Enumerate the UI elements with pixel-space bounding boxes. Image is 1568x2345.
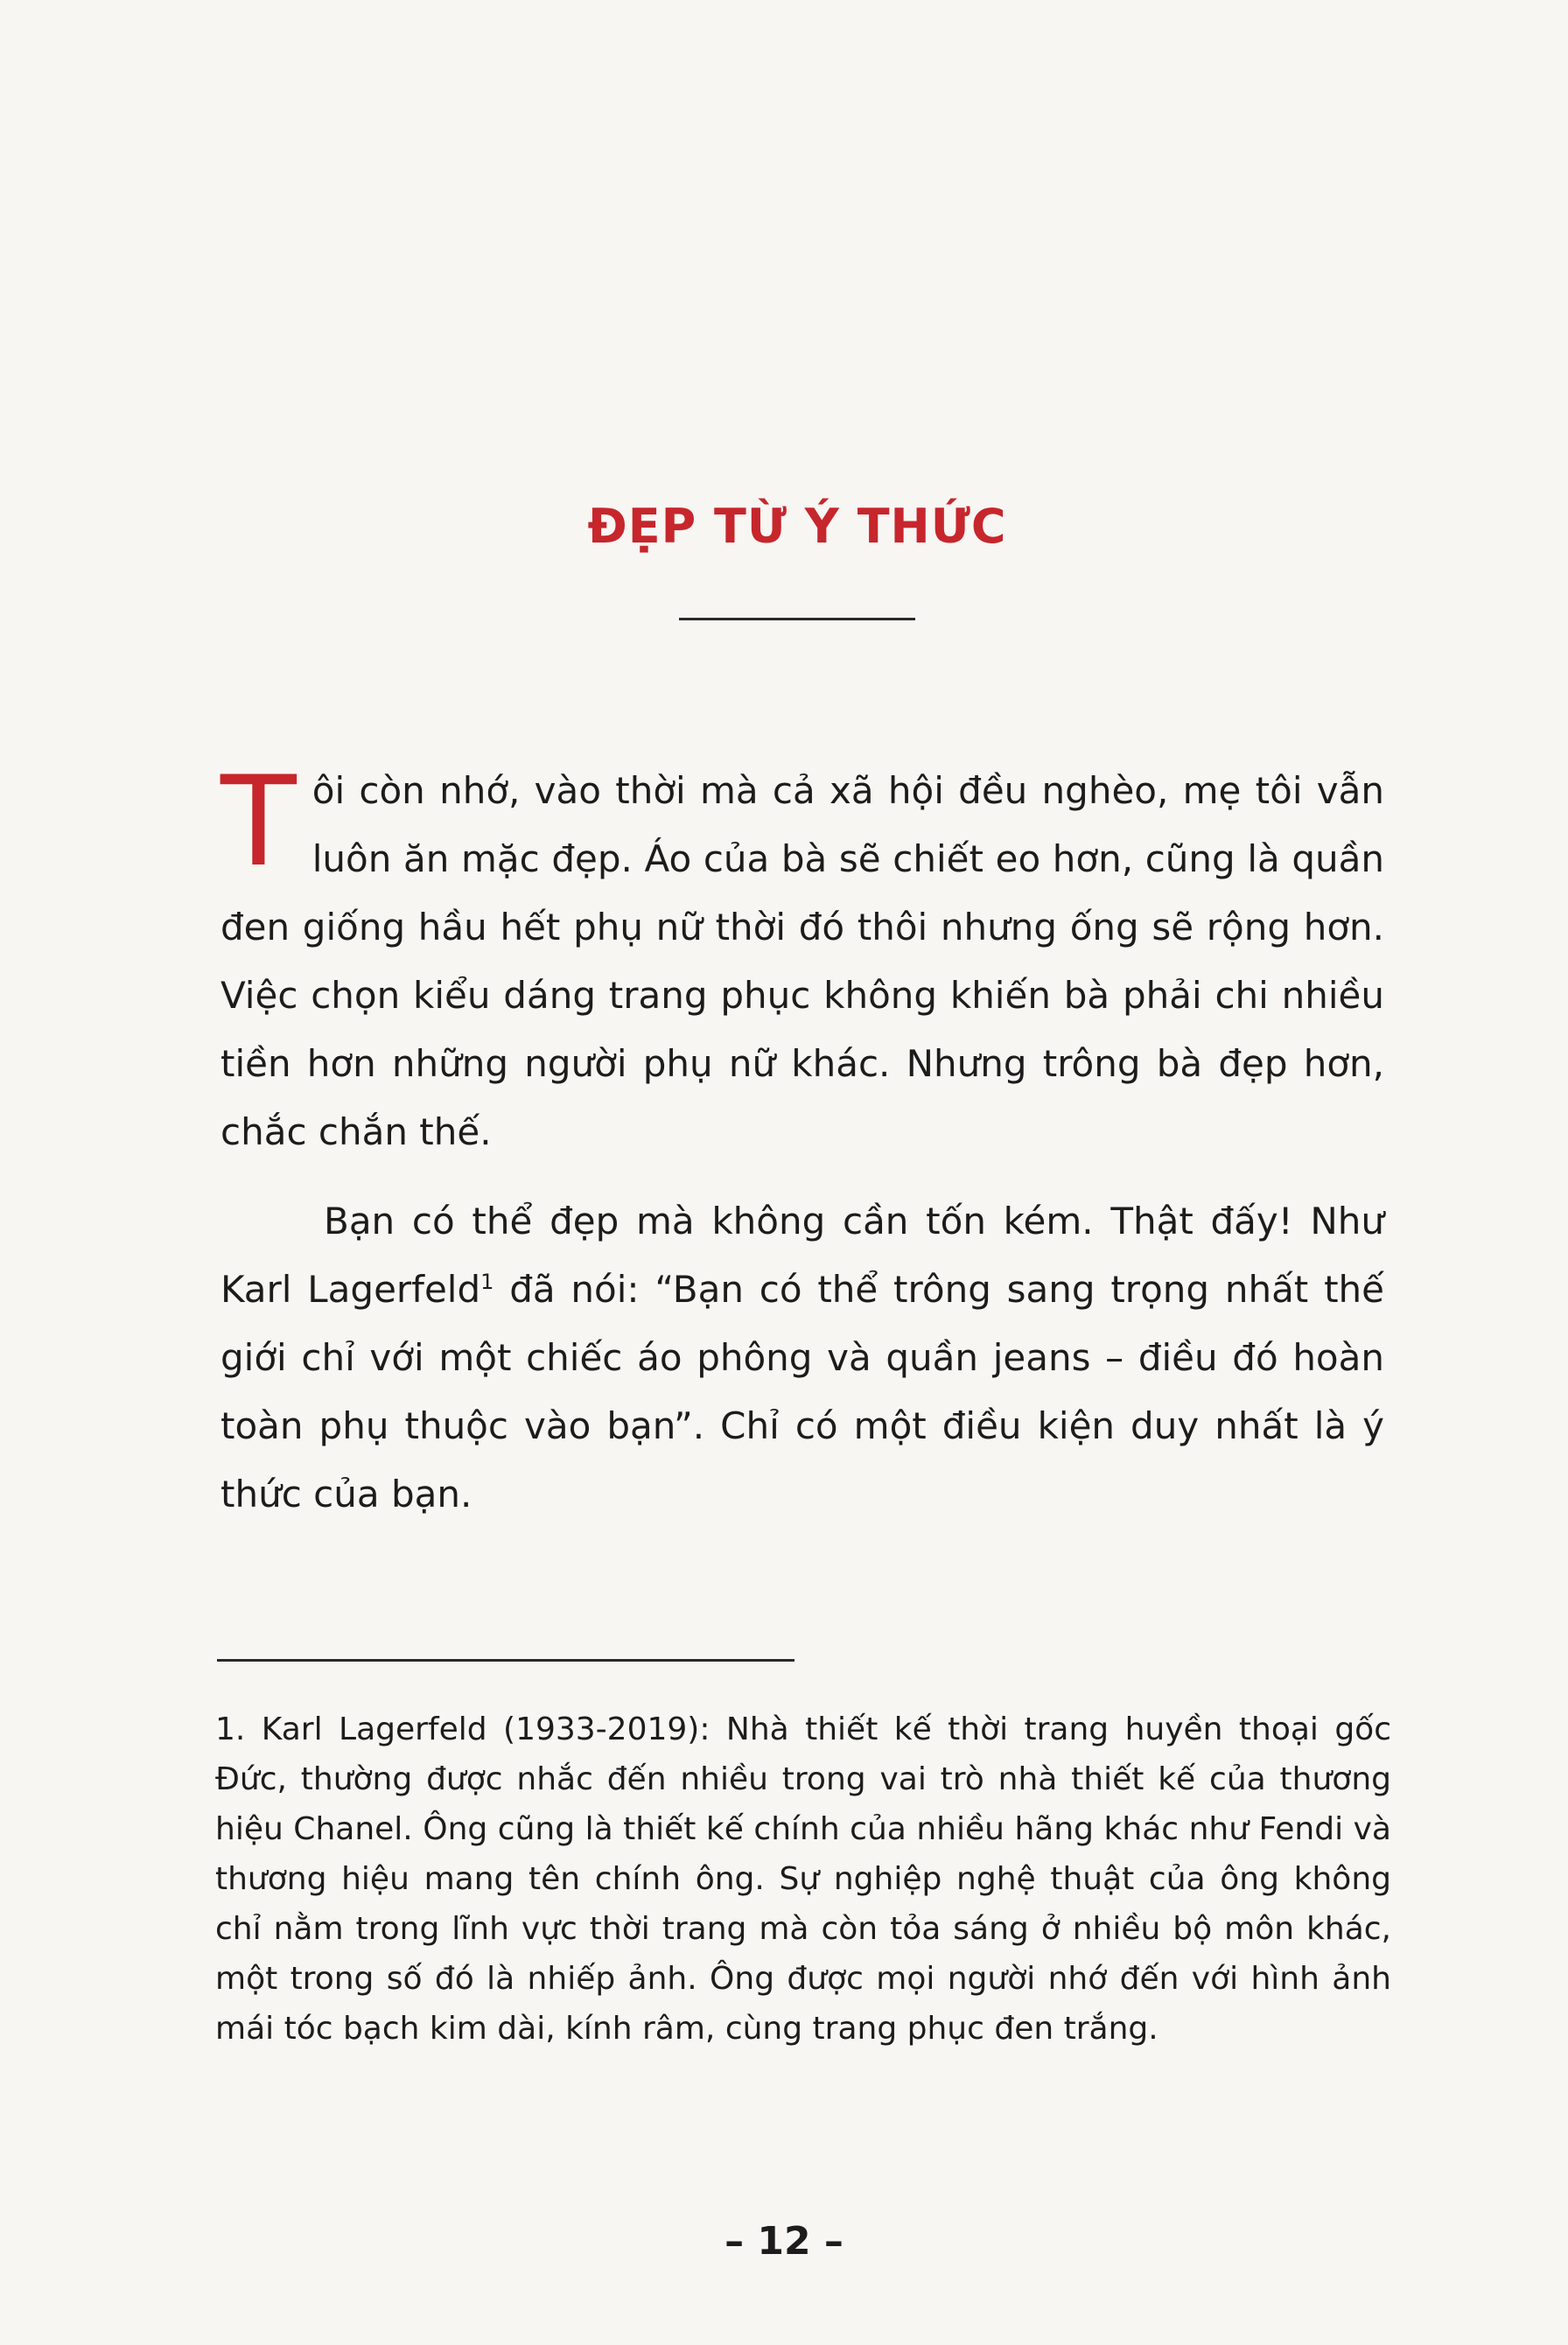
paragraph-2-text-start: Bạn có thể đẹp mà không cần tốn kém. Thật đấy! Như Karl Lagerfeld xyxy=(220,1200,1384,1311)
paragraph-1 xyxy=(220,750,1384,1166)
page-number: – 12 – xyxy=(724,2219,844,2264)
title-divider xyxy=(679,618,915,620)
paragraph-1-text: ôi còn nhớ, vào thời mà cả xã hội đều nghèo, mẹ tôi vẫn luôn ăn mặc đẹp. Áo của bà sẽ chiết eo hơn, cũng là quần đen giống hầu hết phụ nữ thời đó thôi nhưng ống sẽ rộng hơn. Việc chọn kiểu dáng trang phục không khiến bà phải chi nhiều tiền hơn những người phụ nữ khác. Nhưng trông bà đẹp hơn, chắc chắn thế. xyxy=(220,769,1384,1153)
footnote: 1. Karl Lagerfeld (1933-2019): Nhà thiết kế thời trang huyền thoại gốc Đức, thường được nhắc đến nhiều trong vai trò nhà thiết kế của thương hiệu Chanel. Ông cũng là thiết kế chính của nhiều hãng khác như Fendi và thương hiệu mang tên chính ông. Sự nghiệp nghệ thuật của ông không chỉ nằm trong lĩnh vực thời trang mà còn tỏa sáng ở nhiều bộ môn khác, một trong số đó là nhiếp ảnh. Ông được mọi người nhớ đến với hình ảnh mái tóc bạch kim dài, kính râm, cùng trang phục đen trắng. xyxy=(215,1712,1391,2047)
chapter-title: ĐẸP TỪ Ý THỨC xyxy=(587,499,1007,554)
footnote-divider xyxy=(217,1659,794,1662)
paragraph-2 xyxy=(220,1187,1384,1529)
drop-cap: T xyxy=(220,750,297,894)
footnote-ref: 1 xyxy=(480,1270,494,1294)
body-text xyxy=(220,750,1384,1529)
paragraph-2-text-end: đã nói: “Bạn có thể trông sang trọng nhất thế giới chỉ với một chiếc áo phông và quần jeans – điều đó hoàn toàn phụ thuộc vào bạn”. Chỉ có một điều kiện duy nhất là ý thức của bạn. xyxy=(220,1268,1384,1516)
